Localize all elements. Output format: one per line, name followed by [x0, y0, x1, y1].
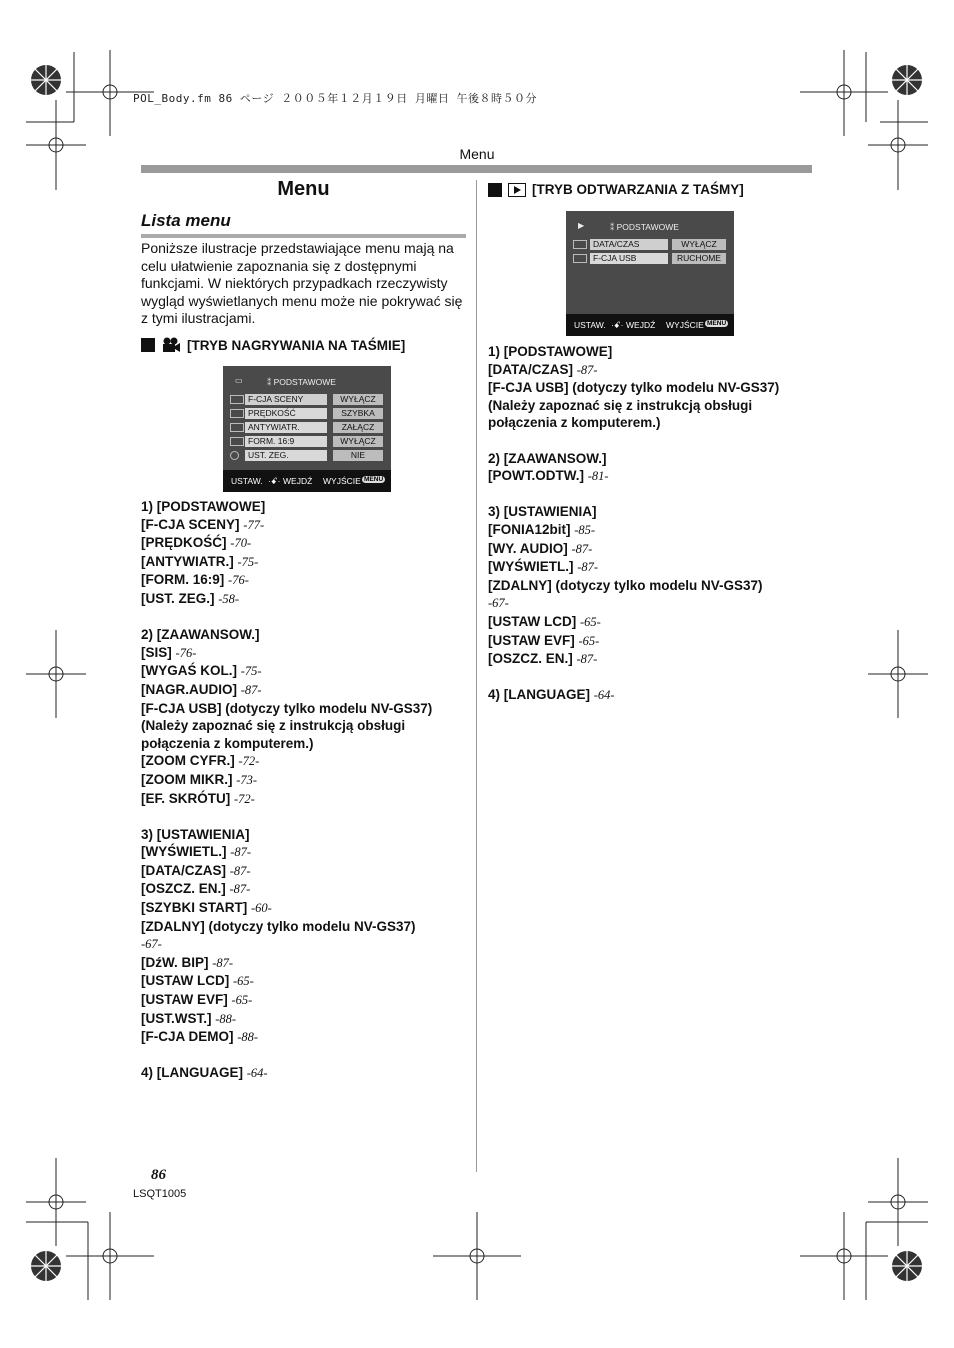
section-subtitle: Lista menu	[141, 211, 231, 230]
menu-item-text: 3) [USTAWIENIA]	[488, 504, 597, 520]
menu-list-item	[488, 632, 813, 651]
list-spacer	[141, 1047, 471, 1065]
menu-item-text: [USTAW EVF]	[141, 992, 228, 1008]
menu-list-item	[488, 521, 813, 540]
page-reference: -65-	[233, 974, 254, 989]
menu-list-item	[488, 650, 813, 669]
page-reference: -64-	[593, 688, 615, 703]
menu-item-text: [USTAW EVF]	[488, 632, 575, 648]
menu-list-item	[141, 717, 471, 752]
menu-list-item	[141, 1010, 471, 1029]
menu-item-text: 3) [USTAWIENIA]	[141, 826, 250, 842]
lcd-title: ⁑ PODSTAWOWE	[267, 377, 336, 387]
clock-icon	[230, 451, 239, 460]
bullet-square-icon	[488, 183, 502, 197]
page-reference: -75-	[240, 664, 262, 679]
menu-item-text: [WYŚWIETL.]	[141, 844, 227, 860]
lcd-title-text: PODSTAWOWE	[273, 377, 336, 387]
lcd-footer-exit: WYJŚCIE	[323, 476, 361, 486]
menu-list-item	[141, 534, 471, 553]
menu-list-item	[488, 467, 813, 486]
menu-list-item	[141, 626, 471, 644]
menu-list-item	[141, 516, 471, 535]
lcd-row-label: F-CJA SCENY	[245, 394, 327, 405]
menu-item-text: [SIS]	[141, 644, 172, 660]
menu-list-item	[141, 843, 471, 862]
right-menu-list	[488, 343, 813, 705]
menu-list-item	[141, 752, 471, 771]
menu-button-icon: MENU	[707, 320, 727, 327]
menu-list-item	[141, 644, 471, 663]
left-menu-list	[141, 498, 471, 1083]
page-reference: -87-	[576, 652, 598, 667]
print-header: POL_Body.fm 86 ページ ２００５年１２月１９日 月曜日 午後８時５０分	[133, 92, 537, 105]
menu-list-item	[141, 972, 471, 991]
page-reference: -75-	[237, 554, 259, 569]
menu-button-icon: MENU	[364, 476, 384, 483]
menu-list-item	[141, 498, 471, 516]
menu-item-text: [ZDALNY] (dotyczy tylko modelu NV-GS37)	[141, 918, 416, 934]
menu-list-item	[488, 343, 813, 361]
menu-item-text: [OSZCZ. EN.]	[141, 881, 226, 897]
running-head: Menu	[459, 146, 495, 162]
page-reference: -77-	[243, 517, 265, 532]
page-reference: -65-	[580, 614, 601, 629]
lcd-footer-set: USTAW.	[231, 476, 263, 486]
scene-icon	[230, 395, 244, 404]
menu-list-item	[141, 935, 471, 954]
playback-mode-heading	[488, 182, 744, 197]
menu-list-item	[141, 991, 471, 1010]
menu-item-text: [DATA/CZAS]	[141, 862, 226, 878]
menu-item-text: [ZOOM MIKR.]	[141, 771, 233, 787]
menu-item-text: 4) [LANGUAGE]	[488, 687, 590, 703]
lcd-footer-enter: WEJDŹ	[626, 320, 656, 330]
menu-item-text: [ZOOM CYFR.]	[141, 753, 235, 769]
menu-list-item	[141, 700, 471, 718]
lcd-row-label: UST. ZEG.	[245, 450, 327, 461]
page-reference: -67-	[141, 937, 162, 952]
menu-item-text: [F-CJA DEMO]	[141, 1029, 234, 1045]
lcd-footer	[566, 314, 734, 336]
date-icon	[573, 240, 587, 249]
menu-item-text: [UST. ZEG.]	[141, 590, 215, 606]
menu-item-text: [EF. SKRÓTU]	[141, 790, 231, 806]
joystick-icon: ·ꗃ·	[611, 320, 624, 330]
menu-list-item	[488, 558, 813, 577]
page-reference: -76-	[175, 645, 197, 660]
menu-item-text: [NAGR.AUDIO]	[141, 681, 237, 697]
play-mode-icon	[508, 183, 526, 197]
menu-list-item	[488, 540, 813, 559]
document-code: LSQT1005	[133, 1188, 187, 1200]
page-reference: -85-	[574, 522, 596, 537]
page-reference: -87-	[229, 882, 251, 897]
menu-list-item	[488, 361, 813, 380]
list-spacer	[141, 808, 471, 826]
menu-item-text: [FORM. 16:9]	[141, 572, 225, 588]
menu-list-item	[488, 397, 813, 432]
usb-icon	[573, 254, 587, 263]
menu-list-item	[488, 450, 813, 468]
menu-list-item	[141, 954, 471, 973]
joystick-icon: ·ꗃ·	[268, 476, 281, 486]
play-small-icon: ▶	[578, 221, 585, 230]
menu-item-text: 2) [ZAAWANSOW.]	[141, 627, 260, 643]
page-reference: -87-	[571, 541, 593, 556]
menu-list-item	[141, 899, 471, 918]
page-reference: -60-	[251, 901, 272, 916]
page-reference: -87-	[230, 845, 252, 860]
bullet-square-icon	[141, 338, 155, 352]
page-reference: -87-	[212, 955, 234, 970]
menu-item-text: [USTAW LCD]	[488, 613, 577, 629]
menu-item-text: [POWT.ODTW.]	[488, 468, 584, 484]
page-reference: -64-	[246, 1066, 268, 1081]
recording-mode-heading	[141, 337, 405, 353]
menu-item-text: [WY. AUDIO]	[488, 540, 568, 556]
list-spacer	[488, 432, 813, 450]
menu-item-text: 4) [LANGUAGE]	[141, 1065, 243, 1081]
menu-list-item	[141, 571, 471, 590]
page-reference: -58-	[218, 591, 240, 606]
menu-item-text: 1) [PODSTAWOWE]	[488, 344, 613, 359]
page-reference: -87-	[240, 682, 262, 697]
page-title: Menu	[277, 178, 330, 200]
lcd-footer	[223, 470, 391, 492]
lcd-menu-playback	[566, 211, 734, 336]
page-reference: -88-	[215, 1011, 237, 1026]
playback-mode-title: [TRYB ODTWARZANIA Z TAŚMY]	[532, 182, 744, 197]
menu-item-text: [ZDALNY] (dotyczy tylko modelu NV-GS37)	[488, 577, 763, 593]
lcd-row-value: NIE	[333, 450, 383, 461]
page-reference: -87-	[576, 362, 598, 377]
menu-list-item	[141, 1028, 471, 1047]
page-reference: -81-	[587, 469, 609, 484]
menu-list-item	[141, 826, 471, 844]
menu-item-text: [F-CJA USB] (dotyczy tylko modelu NV-GS37)	[488, 380, 780, 396]
aspect-icon	[230, 437, 244, 446]
menu-item-text: [WYGAŚ KOL.]	[141, 663, 237, 679]
page-reference: -65-	[231, 993, 253, 1008]
menu-item-text: [OSZCZ. EN.]	[488, 651, 573, 667]
menu-list-item	[488, 577, 813, 595]
lcd-menu-recording	[223, 366, 391, 492]
lcd-row-label: DATA/CZAS	[590, 239, 668, 250]
menu-item-text: [F-CJA SCENY]	[141, 516, 240, 532]
menu-item-text: (Należy zapoznać się z instrukcją obsługi połączenia z komputerem.)	[488, 397, 753, 431]
menu-item-text: [PRĘDKOŚĆ]	[141, 535, 227, 551]
menu-list-item	[488, 379, 813, 397]
page-reference: -70-	[230, 536, 252, 551]
lcd-row-label: ANTYWIATR.	[245, 422, 327, 433]
intro-paragraph: Poniższe ilustracje przedstawiające menu mają na celu ułatwienie zapoznania się z dostępnymi funkcjami. W niektórych przypadkach rzeczywisty wygląd wyświetlanych menu może nie pokrywać się z tymi ilustracjami.	[141, 240, 463, 327]
menu-list-item	[141, 771, 471, 790]
lcd-row-label: PRĘDKOŚĆ	[245, 408, 327, 419]
lcd-row-label: F-CJA USB	[590, 253, 668, 264]
menu-list-item	[141, 862, 471, 881]
menu-list-item	[488, 503, 813, 521]
list-spacer	[488, 669, 813, 687]
menu-item-text: [WYŚWIETL.]	[488, 559, 574, 575]
menu-list-item	[141, 662, 471, 681]
page-reference: -73-	[236, 772, 258, 787]
list-spacer	[488, 486, 813, 504]
menu-list-item	[141, 880, 471, 899]
lcd-row-value: ZAŁĄCZ	[333, 422, 383, 433]
menu-list-item	[488, 686, 813, 705]
menu-item-text: [UST.WST.]	[141, 1010, 212, 1026]
page-reference: -76-	[228, 573, 249, 588]
menu-item-text: [FONIA12bit]	[488, 521, 571, 537]
list-spacer	[141, 609, 471, 627]
subtitle-rule	[141, 234, 466, 238]
tape-icon: ▭	[235, 376, 243, 385]
page-reference: -87-	[577, 560, 599, 575]
recording-mode-title: [TRYB NAGRYWANIA NA TAŚMIE]	[187, 337, 406, 353]
speed-icon	[230, 409, 244, 418]
lcd-title-text: PODSTAWOWE	[616, 222, 679, 232]
menu-list-item	[488, 594, 813, 613]
lcd-footer-set: USTAW.	[574, 320, 606, 330]
column-divider	[476, 180, 477, 1172]
page-reference: -87-	[229, 863, 251, 878]
lcd-row-value: WYŁĄCZ	[672, 239, 726, 250]
wind-icon	[230, 423, 244, 432]
menu-item-text: [DźW. BIP]	[141, 954, 209, 970]
lcd-row-value: SZYBKA	[333, 408, 383, 419]
menu-item-text: [SZYBKI START]	[141, 900, 248, 916]
lcd-row-value: WYŁĄCZ	[333, 436, 383, 447]
page-reference: -72-	[234, 791, 255, 806]
page-reference: -88-	[237, 1030, 259, 1045]
menu-list-item	[141, 1064, 471, 1083]
menu-list-item	[141, 790, 471, 809]
menu-list-item	[141, 681, 471, 700]
camera-mode-icon	[161, 337, 181, 353]
menu-list-item	[141, 590, 471, 609]
menu-item-text: [DATA/CZAS]	[488, 361, 573, 377]
menu-item-text: [ANTYWIATR.]	[141, 553, 234, 569]
page-reference: -72-	[238, 754, 260, 769]
page-reference: -67-	[488, 596, 509, 611]
menu-item-text: 1) [PODSTAWOWE]	[141, 499, 266, 514]
lcd-row-value: WYŁĄCZ	[333, 394, 383, 405]
menu-item-text: 2) [ZAAWANSOW.]	[488, 450, 607, 466]
menu-item-text: [USTAW LCD]	[141, 973, 230, 989]
header-rule	[141, 165, 812, 173]
menu-item-text: [F-CJA USB] (dotyczy tylko modelu NV-GS37)	[141, 700, 433, 716]
menu-list-item	[141, 553, 471, 572]
lcd-footer-enter: WEJDŹ	[283, 476, 313, 486]
lcd-row-value: RUCHOME	[672, 253, 726, 264]
menu-list-item	[488, 613, 813, 632]
lcd-row-label: FORM. 16:9	[245, 436, 327, 447]
page-reference: -65-	[578, 633, 600, 648]
lcd-title: ⁑ PODSTAWOWE	[610, 222, 679, 232]
lcd-footer-exit: WYJŚCIE	[666, 320, 704, 330]
menu-item-text: (Należy zapoznać się z instrukcją obsługi połączenia z komputerem.)	[141, 718, 406, 751]
page-number: 86	[151, 1167, 166, 1183]
menu-list-item	[141, 918, 471, 936]
